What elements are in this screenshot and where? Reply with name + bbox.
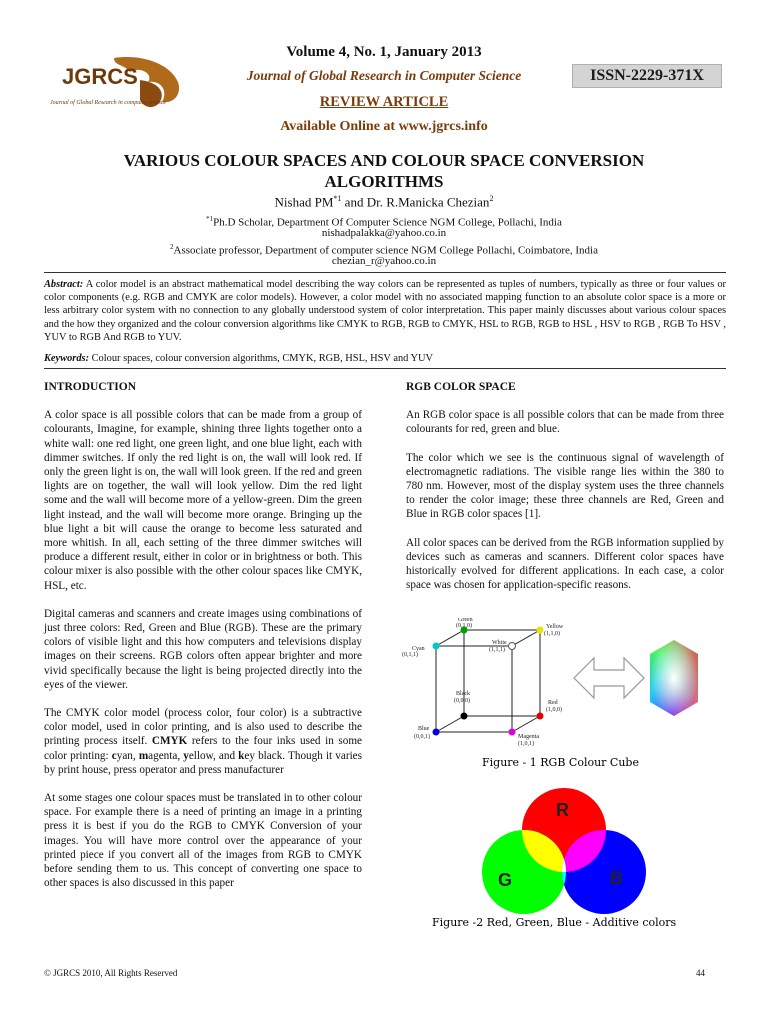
text-intro-p3f: m bbox=[138, 749, 149, 762]
text-paper-author1_sup: *1 bbox=[333, 194, 342, 203]
email-1[interactable]: nishadpalakka@yahoo.co.in bbox=[321, 227, 447, 239]
intro-paragraph-4: At some stages one colour spaces must be translated in to other colour space. For example there is a need of printing an image in a printing press it is best if you do the RGB to CMYK Conversion of your images. You will have more control over the appearance of your printed piece if you convert all of the images from RGB to CMYK before sending them to us. This concept of converting one space to other spaces is also discussed in this paper bbox=[44, 792, 362, 890]
article-type: REVIEW ARTICLE bbox=[319, 94, 449, 110]
cube-vertices bbox=[433, 627, 544, 736]
right-column bbox=[406, 380, 724, 606]
divider-top bbox=[44, 272, 726, 273]
journal-name: Journal of Global Research in Computer Science bbox=[246, 68, 522, 83]
left-column bbox=[44, 380, 362, 905]
vertex-magenta bbox=[509, 729, 516, 736]
text-figure1-red_name: Red bbox=[548, 700, 558, 706]
vertex-black bbox=[461, 713, 468, 720]
text-paper-aff2_sup: 2 bbox=[170, 243, 174, 251]
text-figure1-yellow_name: Yellow bbox=[546, 624, 564, 630]
label-g: G bbox=[498, 870, 513, 890]
rgb-cube-figure bbox=[400, 618, 720, 770]
vertex-cyan bbox=[433, 643, 440, 650]
vertex-white bbox=[509, 643, 516, 650]
text-paper-aff1: Ph.D Scholar, Department Of Computer Science NGM College, Pollachi, India bbox=[213, 216, 562, 229]
footer-page-number: 44 bbox=[696, 968, 705, 978]
text-abstract-text: A color model is an abstract mathematical model describing the way colors can be represented as tuples of numbers, typically as three or four values or color components (e.g. RGB and CMYK are color models). However, a color model with no associated mapping function to an absolute color space is a more or less arbitrary color system with no connection to any globally understood system of color interpretation. This paper mainly discusses about various colour spaces and the how they organized and the colour conversion algorithms like CMYK to RGB, RGB to CMYK, HSL to RGB, RGB to HSL , HSV to RGB , RGB To HSV , YUV to RGB And RGB to YUV. bbox=[44, 279, 726, 343]
text-figure1-magenta_val: (1,0,1) bbox=[518, 741, 534, 747]
conversion-arrow-icon bbox=[574, 658, 644, 698]
vertex-red bbox=[537, 713, 544, 720]
text-intro-p3j: k bbox=[238, 749, 245, 762]
rgb-paragraph-1: An RGB color space is all possible colors that can be made from three colourants for red, green and blue. bbox=[406, 409, 724, 436]
text-paper-aff1_sup: *1 bbox=[206, 215, 214, 223]
text-paper-author_and: and Dr. R.Manicka Chezian bbox=[341, 194, 490, 210]
text-paper-aff2: Associate professor, Department of computer science NGM College Pollachi, Coimbatore, India bbox=[173, 244, 598, 257]
label-r: R bbox=[556, 800, 569, 820]
text-intro-p3c: refers to the four inks used in some color printing: bbox=[44, 735, 362, 762]
figure-1-caption: Figure - 1 RGB Colour Cube bbox=[482, 756, 639, 769]
abstract bbox=[44, 278, 726, 344]
volume-info: Volume 4, No. 1, January 2013 bbox=[286, 44, 482, 60]
logo-subtitle: Journal of Global Research in computer science bbox=[50, 100, 167, 106]
text-keywords-label: Keywords: bbox=[44, 353, 90, 364]
jgrcs-logo bbox=[44, 52, 184, 124]
availability-link[interactable]: Available Online at www.jgrcs.info bbox=[280, 119, 488, 134]
text-figure1-red_val: (1,0,0) bbox=[546, 707, 562, 713]
issn-badge: ISSN-2229-371X bbox=[572, 64, 722, 88]
text-paper-author2_sup: 2 bbox=[489, 194, 494, 203]
text-intro-p3b: CMYK bbox=[151, 735, 188, 748]
intro-paragraph-2: Digital cameras and scanners and create images using combinations of just three colors: Red, Green and Blue (RGB). These are the primary colors of visible light and this how computers and televisions display images on their screens. RGB colors often appear brighter and more vivid specifically because the light is being projected directly into the eyes of the viewer. bbox=[44, 607, 362, 691]
rgb-paragraph-2: The color which we see is the continuous signal of wavelength of electromagnetic radiations. The visible range lies within the 380 to 780 nm. However, most of the display system uses the three channels to render the color image; these three channels are Red, Green and Blue in RGB color spaces [1]. bbox=[406, 451, 724, 521]
text-paper-title_line2: ALGORITHMS bbox=[324, 172, 444, 191]
text-figure1-yellow_val: (1,1,0) bbox=[544, 631, 560, 637]
text-figure1-cyan_val: (0,1,1) bbox=[402, 652, 418, 658]
text-figure1-white_name: White bbox=[492, 640, 507, 646]
introduction-heading: INTRODUCTION bbox=[44, 381, 137, 393]
text-intro-p3i: ellow, and bbox=[188, 749, 239, 762]
text-figure1-magenta_name: Magenta bbox=[518, 734, 539, 740]
email-2[interactable]: chezian_r@yahoo.co.in bbox=[331, 255, 437, 267]
text-intro-p3d: c bbox=[111, 749, 117, 762]
intro-paragraph-1: A color space is all possible colors that can be made from a group of colourants, Imagine, for example, shining three lights together onto a white wall: one red light, one green light, and one blue light, each with dimmer switches. If only the red light is on, the wall will look red. If only the green light is on, the wall will look green. If the red and green lights are on together, the wall will look yellow. Dim the red light some and the wall will become more of a yellow-green. Dim the green light instead, and the wall will become more orange. Bringing up the blue light a bit will cause the orange to become less saturated and more whitish. In all, each setting of the three dimmer switches will produce a different result, either in color or in brightness or both. This colour mixer is also possible with the other colour spaces like CMYK, HSL, etc. bbox=[44, 409, 362, 592]
text-figure1-green_val: (0,1,0) bbox=[456, 623, 472, 629]
hsv-hexagon bbox=[650, 640, 698, 716]
text-paper-author1: Nishad PM bbox=[274, 194, 334, 210]
text-intro-p3h: y bbox=[183, 749, 189, 762]
additive-colors-figure bbox=[420, 786, 720, 934]
paper-title bbox=[70, 150, 698, 192]
vertex-yellow bbox=[537, 627, 544, 634]
text-figure1-black_val: (0,0,0) bbox=[454, 698, 470, 704]
text-intro-p3a: The CMYK color model (process color, four color) is a subtractive color model, used in color printing, and is also used to describe the printing process itself. bbox=[44, 707, 362, 748]
text-intro-p3g: agenta, bbox=[148, 749, 184, 762]
text-figure1-white_val: (1,1,1) bbox=[489, 647, 505, 653]
divider-bottom bbox=[44, 368, 726, 369]
text-figure1-green_name: Green bbox=[458, 618, 473, 623]
label-b: B bbox=[610, 868, 623, 888]
figure-2-caption: Figure -2 Red, Green, Blue - Additive colors bbox=[432, 916, 677, 929]
text-figure1-blue_val: (0,0,1) bbox=[414, 734, 430, 740]
text-figure1-blue_name: Blue bbox=[418, 726, 430, 732]
keywords bbox=[44, 352, 726, 365]
text-paper-title_line1: VARIOUS COLOUR SPACES AND COLOUR SPACE CONVERSION bbox=[123, 151, 645, 170]
text-figure1-black_name: Black bbox=[456, 691, 470, 697]
rgb-paragraph-3: All color spaces can be derived from the RGB information supplied by devices such as cameras and scanners. Different color spaces have historically evolved for different applications. In each case, a color space was chosen for application-specific reasons. bbox=[406, 536, 724, 592]
footer-copyright: © JGRCS 2010, All Rights Reserved bbox=[44, 968, 178, 978]
vertex-blue bbox=[433, 729, 440, 736]
text-intro-p3k: ey black. Though it varies by print house, press operator and press manufacturer bbox=[44, 749, 362, 776]
logo-text: JGRCS bbox=[62, 64, 138, 89]
rgb-heading: RGB COLOR SPACE bbox=[406, 381, 516, 393]
text-abstract-label: Abstract: bbox=[44, 279, 84, 290]
author-line bbox=[0, 194, 768, 210]
intro-paragraph-3 bbox=[44, 706, 362, 777]
text-keywords-text: Colour spaces, colour conversion algorithms, CMYK, RGB, HSL, HSV and YUV bbox=[89, 353, 434, 364]
text-intro-p3e: yan, bbox=[116, 749, 139, 762]
text-figure1-cyan_name: Cyan bbox=[412, 646, 425, 652]
